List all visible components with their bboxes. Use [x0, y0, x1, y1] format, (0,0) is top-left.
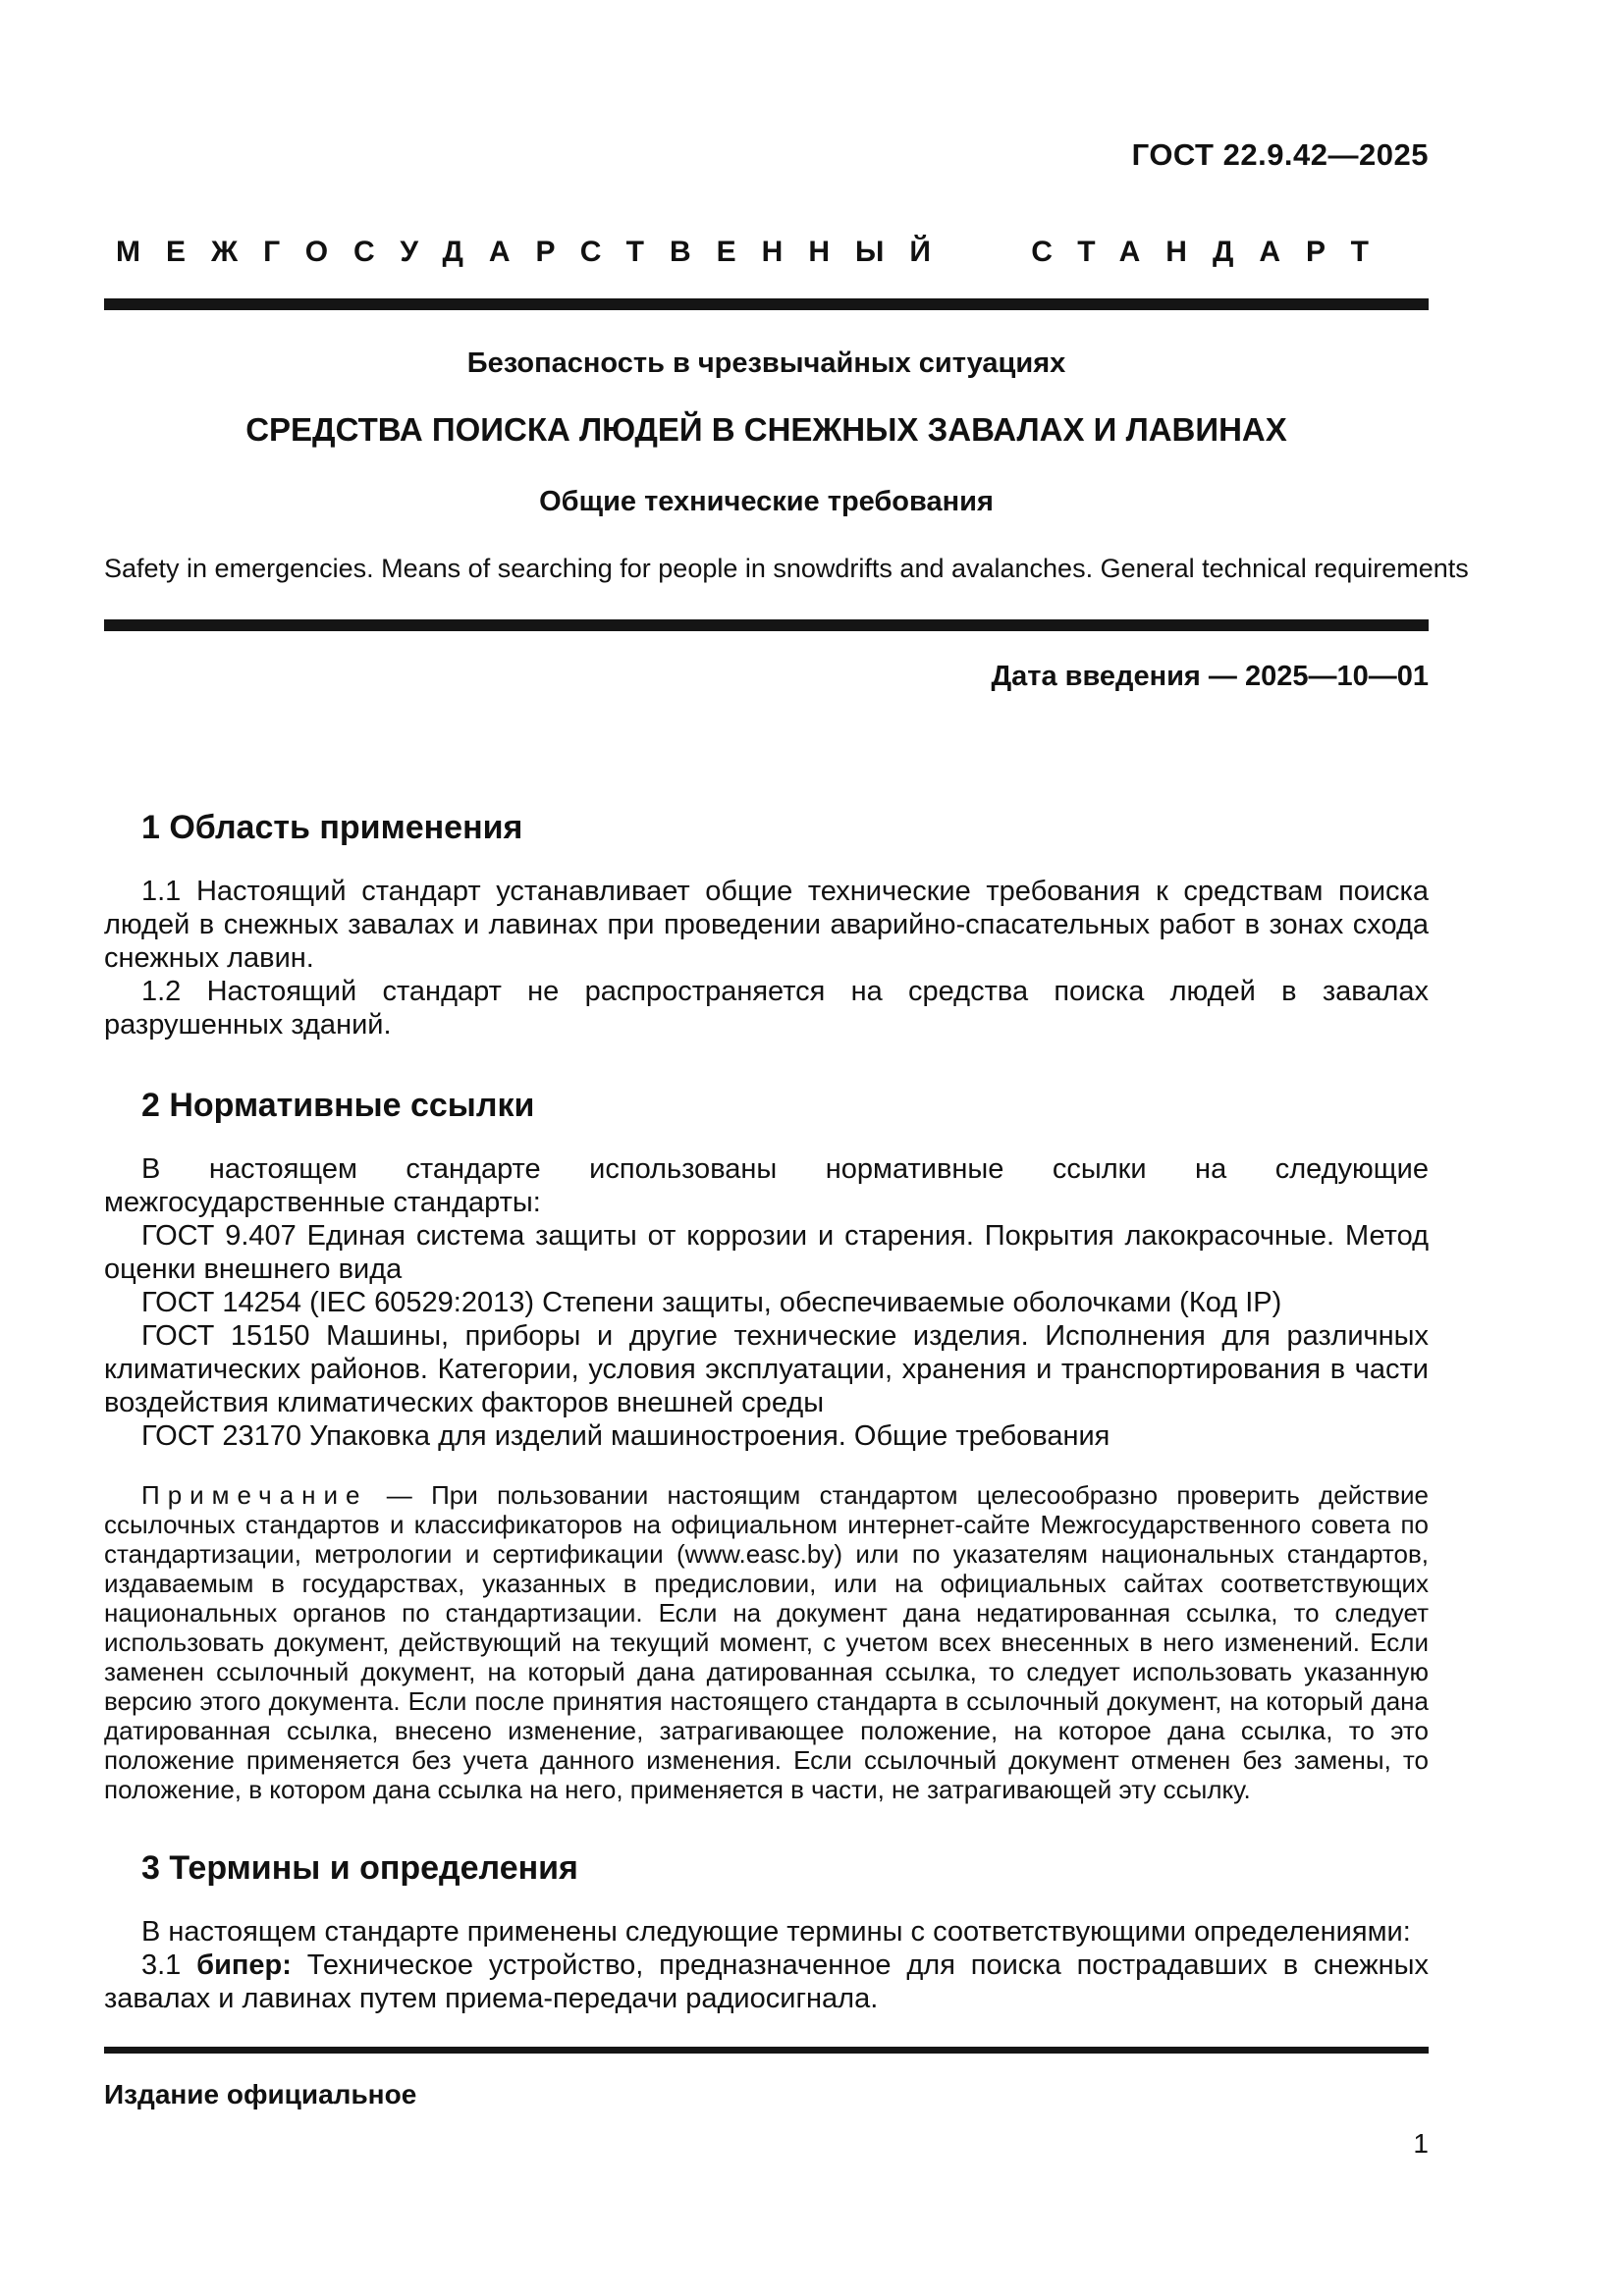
- note: Примечание — При пользовании настоящим стандартом целесообразно проверить действие ссылочных стандартов и классификаторов на официальном интернет-сайте Межгосударственного совета по стандартизации, метрологии и сертификации (www.easc.by) или по указателям национальных стандартов, издаваемым в государствах, указанных в предисловии, или на официальных сайтах соответствующих национальных органов по стандартизации. Если на документ дана недатированная ссылка, то следует использовать документ, действующий на текущий момент, с учетом всех внесенных в него изменений. Если заменен ссылочный документ, на который дана датированная ссылка, то следует использовать указанную версию этого документа. Если после принятия настоящего стандарта в ссылочный документ, на который дана датированная ссылка, внесено изменение, затрагивающее положение, на которое дана ссылка, то это положение применяется без учета данного изменения. Если ссылочный документ отменен без замены, то положение, в котором дана ссылка на него, применяется в части, не затрагивающей эту ссылку.: [104, 1480, 1429, 1804]
- paragraph: 1.1 Настоящий стандарт устанавливает общие технические требования к средствам поиска людей в снежных завалах и лавинах при проведении аварийно-спасательных работ в зонах схода снежных лавин.: [104, 876, 1429, 974]
- thick-rule-top: [104, 298, 1429, 310]
- paragraph: 1.2 Настоящий стандарт не распространяется на средства поиска людей в завалах разрушенных зданий.: [104, 976, 1429, 1041]
- document-body: [104, 809, 1429, 2015]
- paragraph: ГОСТ 15150 Машины, приборы и другие технические изделия. Исполнения для различных климатических районов. Категории, условия эксплуатации, хранения и транспортирования в части воздействия климатических факторов внешней среды: [104, 1320, 1429, 1418]
- title-english: Safety in emergencies. Means of searching for people in snowdrifts and avalanches. General technical requirements: [104, 554, 1469, 583]
- section-heading: 1 Область применения: [141, 809, 523, 846]
- section-1: [104, 809, 1429, 1041]
- title-subtitle: Общие технические требования: [539, 486, 994, 517]
- paragraph: ГОСТ 9.407 Единая система защиты от коррозии и старения. Покрытия лакокрасочные. Метод оценки внешнего вида: [104, 1220, 1429, 1285]
- page-number: 1: [1413, 2128, 1429, 2159]
- section-heading: 3 Термины и определения: [141, 1849, 578, 1887]
- thick-rule-middle: [104, 619, 1429, 631]
- section-2: [104, 1087, 1429, 1804]
- paragraph: ГОСТ 14254 (IEC 60529:2013) Степени защиты, обеспечиваемые оболочками (Код IP): [141, 1287, 1282, 1318]
- section-heading: 2 Нормативные ссылки: [141, 1087, 535, 1124]
- section-3: [104, 1849, 1429, 2015]
- title-subject-area: Безопасность в чрезвычайных ситуациях: [466, 347, 1066, 379]
- defined-term: бипер:: [196, 1949, 292, 1981]
- standard-type-banner: МЕЖГОСУДАРСТВЕННЫЙ СТАНДАРТ: [116, 236, 1394, 268]
- paragraph: ГОСТ 23170 Упаковка для изделий машиностроения. Общие требования: [141, 1420, 1110, 1452]
- edition-note: Издание официальное: [104, 2079, 417, 2109]
- effective-date: Дата введения — 2025—10—01: [991, 661, 1429, 692]
- note-label: Примечание: [141, 1480, 368, 1510]
- footer-rule: [104, 2047, 1429, 2054]
- standard-code: ГОСТ 22.9.42—2025: [1131, 137, 1429, 172]
- title-main: СРЕДСТВА ПОИСКА ЛЮДЕЙ В СНЕЖНЫХ ЗАВАЛАХ И ЛАВИНАХ: [245, 411, 1287, 448]
- page-content: [104, 137, 1469, 2160]
- paragraph: 3.1 бипер: Техническое устройство, предназначенное для поиска пострадавших в снежных завалах и лавинах путем приема-передачи радиосигнала.: [104, 1949, 1429, 2014]
- paragraph: В настоящем стандарте применены следующие термины с соответствующими определениями:: [141, 1916, 1411, 1948]
- paragraph: В настоящем стандарте использованы нормативные ссылки на следующие межгосударственные стандарты:: [104, 1153, 1429, 1218]
